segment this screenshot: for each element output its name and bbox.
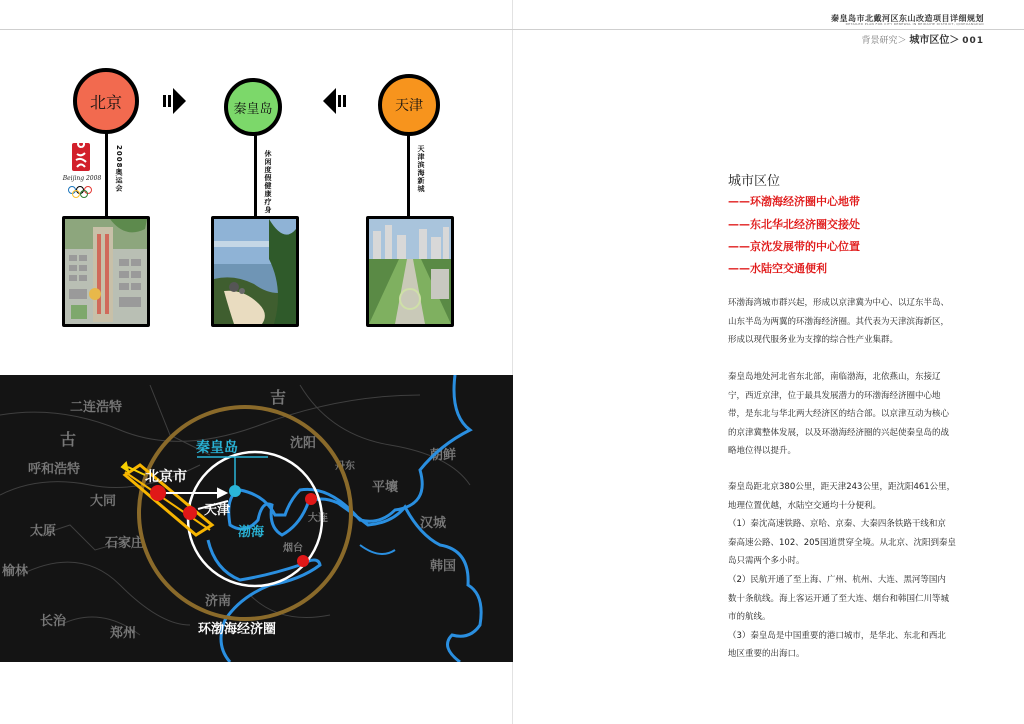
page-number: 001 <box>962 36 984 46</box>
map-bg-label-8: 榆林 <box>2 564 29 579</box>
text-line: 秦皇岛地处河北省东北部，南临渤海，北依燕山，东接辽 <box>728 372 941 382</box>
map-bg-label-19: 古 <box>60 430 77 449</box>
highlight-point-2: ——东北华北经济圈交接处 <box>728 218 860 231</box>
map-bg-label-15: 大连 <box>308 513 328 524</box>
map-bg-label-11: 平壤 <box>372 480 399 495</box>
beijing-olympic-logo <box>60 140 104 200</box>
breadcrumb <box>861 31 984 46</box>
tianjin-circle <box>378 74 440 136</box>
map-bg-label-16: 烟台 <box>283 543 303 554</box>
map-label-bohai: 渤海 <box>238 525 265 540</box>
map-bg-label-12: 朝鲜 <box>430 448 457 463</box>
text-line: 环渤海湾城市群兴起，形成以京津冀为中心、以辽东半岛、 <box>728 298 950 308</box>
olympic-logo-text: Beijing 2008 <box>62 175 102 182</box>
yantai-dot <box>297 555 309 567</box>
map-bg-label-14: 丹东 <box>335 461 355 472</box>
breadcrumb-current: 城市区位＞ <box>909 35 960 46</box>
map-bg-label-9: 郑州 <box>110 626 137 641</box>
qinhuangdao-dot <box>229 485 241 497</box>
text-line: 略地位得以提升。 <box>728 446 797 457</box>
beijing-caption: 2008奥运会 <box>115 145 123 193</box>
map-bg-label-2: 呼和浩特 <box>28 462 81 477</box>
qinhuangdao-circle <box>224 78 282 136</box>
text-line: 数十条航线。海上客运开通了至大连、烟台和韩国仁川等城 <box>728 593 950 604</box>
arrow-right-icon <box>163 86 187 120</box>
tianjin-caption: 天津滨海新城 <box>417 145 425 193</box>
map-bg-label-4: 石家庄 <box>105 536 145 551</box>
arrow-left-icon <box>322 86 346 120</box>
text-line: （2）民航开通了至上海、广州、杭州、大连、黑河等国内 <box>728 574 946 585</box>
paragraph-qinhuangdao-location <box>728 368 988 461</box>
paragraph-transportation <box>728 478 988 664</box>
tianjin-city-photo <box>366 216 454 327</box>
text-line: 形成以现代服务业为支撑的综合性产业集群。 <box>728 335 899 346</box>
qinhuangdao-coast-photo <box>211 216 299 327</box>
text-line: 的京津冀整体发展，以及环渤海经济圈的兴起使秦皇岛的战 <box>728 427 950 438</box>
map-bg-label-10: 沈阳 <box>290 436 317 451</box>
beijing-label: 北京 <box>89 92 122 112</box>
map-bg-label-1: 二连浩特 <box>70 400 123 415</box>
text-line: 岛只需两个多小时。 <box>728 556 805 567</box>
text-line: （1）秦沈高速铁路、京哈、京秦、大秦四条铁路干线和京 <box>728 519 946 530</box>
document-subtitle: DETAILED PLAN FOR CITY RENEWAL IN BEIDAIHE DISTRICT, QINHUANGDAO <box>845 22 984 26</box>
text-line: 市的航线。 <box>728 612 771 623</box>
tianjin-label: 天津 <box>395 98 423 114</box>
qinhuangdao-pin <box>254 124 257 218</box>
text-line: 宁，西近京津，位于最具发展潜力的环渤海经济圈中心地 <box>728 390 941 401</box>
section-title: 城市区位 <box>728 174 781 189</box>
text-line: 带，是东北与华北两大经济区的结合部。以京津互动为核心 <box>728 409 950 420</box>
dalian-dot <box>305 493 317 505</box>
text-line: 地理位置优越，水陆空交通均十分便利。 <box>728 500 882 511</box>
highlight-point-3: ——京沈发展带的中心位置 <box>728 240 860 253</box>
text-line: 地区重要的出海口。 <box>728 649 805 660</box>
map-bg-label-5: 济南 <box>205 594 232 609</box>
map-bg-label-7: 长治 <box>40 614 67 629</box>
bohai-rim-map <box>0 375 513 662</box>
beijing-plan-photo <box>62 216 150 327</box>
map-bg-label-3: 大同 <box>90 494 117 509</box>
header-rule <box>0 29 1024 30</box>
text-line: （3）秦皇岛是中国重要的港口城市，是华北、东北和西北 <box>728 630 946 641</box>
map-bg-label-17: 韩国 <box>430 559 457 574</box>
breadcrumb-parent[interactable]: 背景研究＞ <box>861 36 907 46</box>
map-label-beijing: 北京市 <box>145 469 187 485</box>
highlight-point-4: ——水陆空交通便利 <box>728 262 827 275</box>
text-line: 山东半岛为两翼的环渤海经济圈。其代表为天津滨海新区， <box>728 316 950 327</box>
map-label-tianjin: 天津 <box>204 503 231 518</box>
text-line: 秦高速公路、102、205国道贯穿全境。从北京、沈阳到秦皇 <box>728 537 956 548</box>
qinhuangdao-label: 秦皇岛 <box>233 101 273 117</box>
tianjin-dot <box>183 506 197 520</box>
tianjin-pin <box>407 125 410 218</box>
text-line: 秦皇岛距北京380公里，距天津243公里，距沈阳461公里， <box>728 482 956 492</box>
map-bg-label-6: 太原 <box>30 524 57 539</box>
highlight-point-1: ——环渤海经济圈中心地带 <box>728 195 860 208</box>
map-bg-label-13: 汉城 <box>420 516 447 531</box>
beijing-dot <box>150 485 166 501</box>
document-title: 秦皇岛市北戴河区东山改造项目详细规划 <box>831 14 984 23</box>
qinhuangdao-caption: 休闲度假健康疗身 <box>264 150 272 214</box>
map-bg-label-18: 吉 <box>270 388 287 407</box>
map-svg <box>0 375 513 662</box>
paragraph-bohai-region <box>728 294 988 350</box>
map-label-qinhuangdao: 秦皇岛 <box>196 440 238 456</box>
beijing-circle <box>73 68 139 134</box>
map-label-circle: 环渤海经济圈 <box>198 622 277 637</box>
